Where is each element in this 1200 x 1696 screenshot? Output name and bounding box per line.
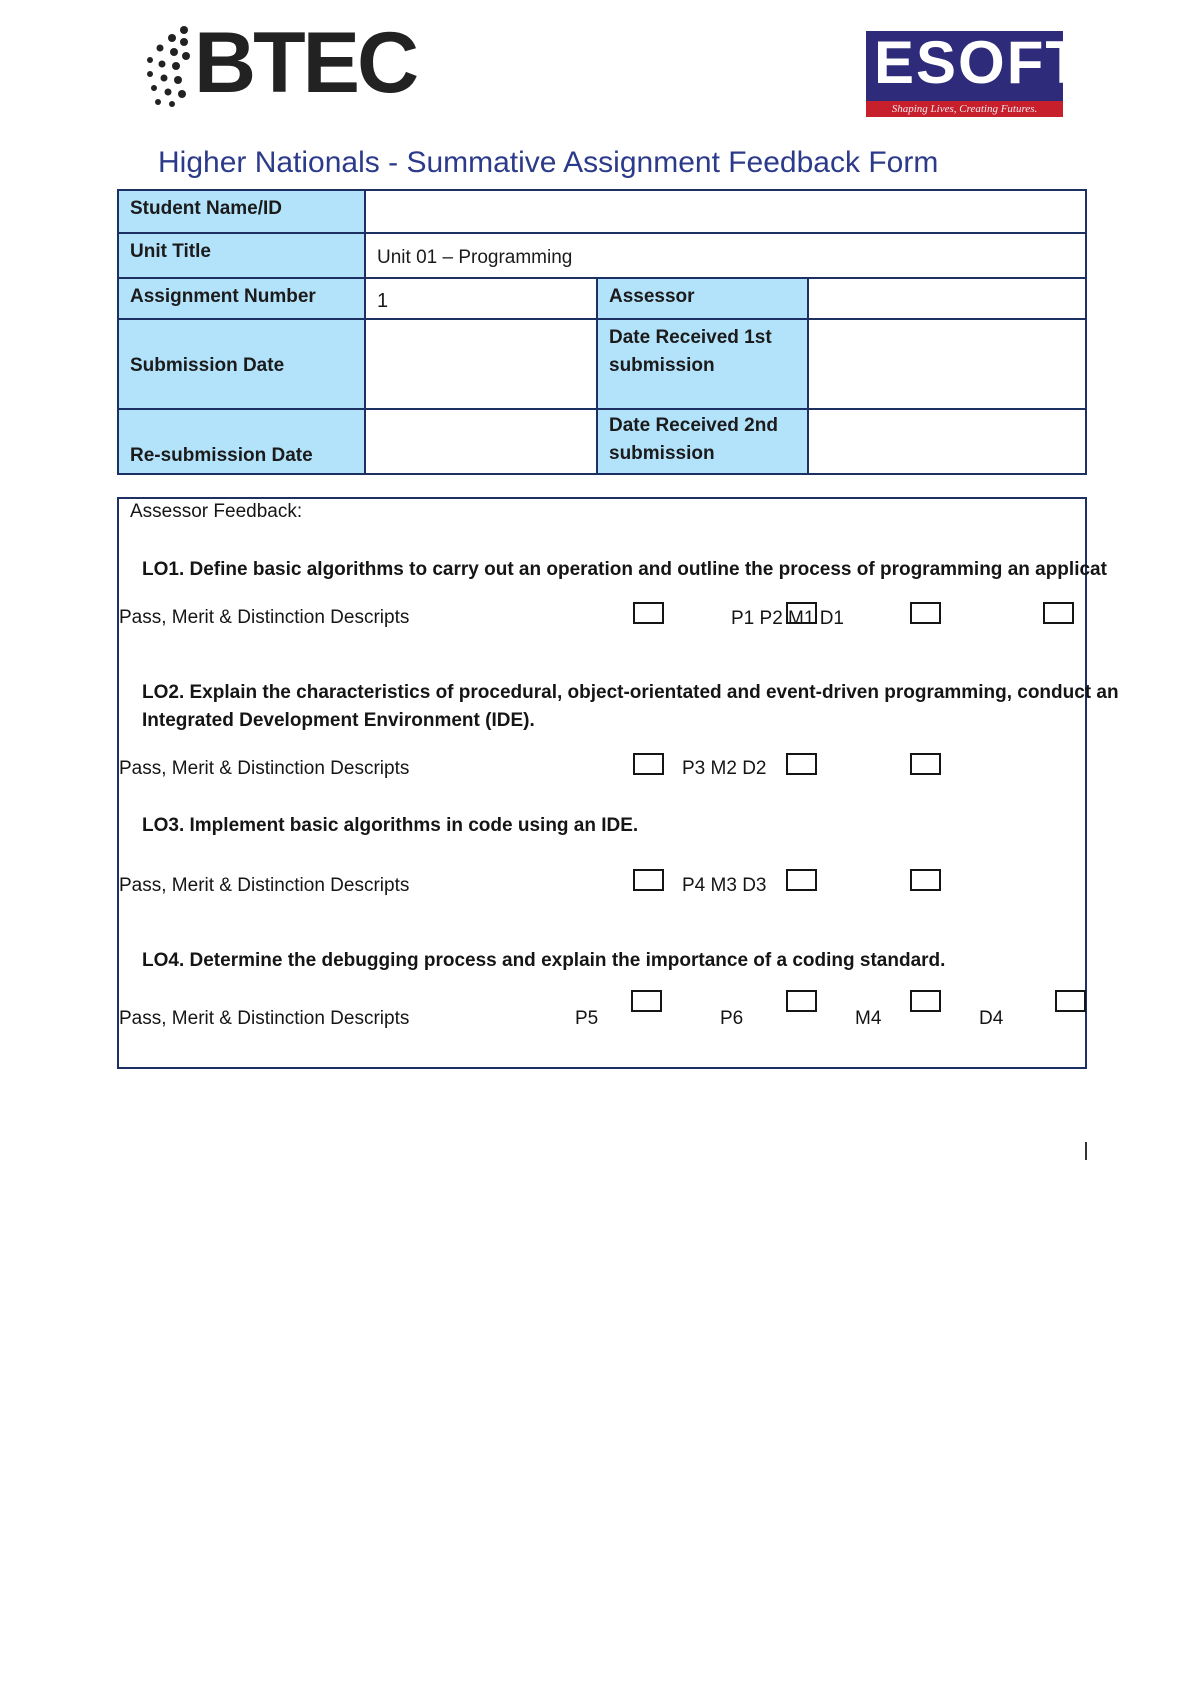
lo2-checkbox-3[interactable] [910,753,941,775]
date-received-2-value[interactable] [807,408,1087,475]
submission-value[interactable] [364,318,599,411]
lo4-grade-p6: P6 [720,1008,744,1029]
lo1-checkbox-2[interactable] [786,602,817,624]
date-received-1-value[interactable] [807,318,1087,411]
btec-logo [144,15,417,116]
btec-wordmark: BTEC [194,15,417,111]
lo4-grade-p5: P5 [575,1008,599,1029]
lo3-text: LO3. Implement basic algorithms in code using an IDE. [142,815,639,836]
assignment-value[interactable]: 1 [364,277,599,321]
feedback-box [117,497,1107,1069]
esoft-tagline: Shaping Lives, Creating Futures. [866,101,1063,117]
lo4-grade-d4: D4 [979,1008,1004,1029]
lo1-grades: P1 P2 M1 D1 [731,608,844,629]
date-received-2-label: Date Received 2nd submission [596,408,810,475]
lo3-checkbox-1[interactable] [633,869,664,891]
student-value[interactable] [364,189,1087,234]
lo1-text: LO1. Define basic algorithms to carry out an operation and outline the process of programming an applicat [142,559,1107,580]
lo2-grades: P3 M2 D2 [682,758,767,779]
lo2-text-line1: LO2. Explain the characteristics of procedural, object-orientated and event-driven programming, conduct an [142,682,1119,703]
lo2-text-line2: Integrated Development Environment (IDE). [142,710,535,731]
unit-value[interactable]: Unit 01 – Programming [364,232,1087,280]
lo1-checkbox-1[interactable] [633,602,664,624]
lo4-checkbox-p6[interactable] [786,990,817,1012]
unit-label: Unit Title [117,232,367,280]
lo4-text: LO4. Determine the debugging process and explain the importance of a coding standard. [142,950,946,971]
lo1-checkbox-3[interactable] [910,602,941,624]
student-label: Student Name/ID [117,189,367,234]
lo3-descripts-label: Pass, Merit & Distinction Descripts [119,875,410,896]
lo4-descripts-label: Pass, Merit & Distinction Descripts [119,1008,410,1029]
assignment-label: Assignment Number [117,277,367,321]
lo2-descripts-label: Pass, Merit & Distinction Descripts [119,758,410,779]
lo2-checkbox-1[interactable] [633,753,664,775]
lo4-grade-m4: M4 [855,1008,882,1029]
form-title: Higher Nationals - Summative Assignment Feedback Form [158,146,939,179]
lo1-checkbox-4[interactable] [1043,602,1074,624]
lo4-checkbox-m4[interactable] [910,990,941,1012]
date-received-1-label: Date Received 1st submission [596,318,810,411]
resubmission-value[interactable] [364,408,599,475]
page-cursor-mark [1085,1142,1087,1160]
esoft-logo [866,29,1085,117]
assessor-label: Assessor [596,277,810,321]
lo1-descripts-label: Pass, Merit & Distinction Descripts [119,607,410,628]
lo3-grades: P4 M3 D3 [682,875,767,896]
lo4-checkbox-p5[interactable] [631,990,662,1012]
lo3-checkbox-2[interactable] [786,869,817,891]
feedback-heading: Assessor Feedback: [130,501,303,522]
resubmission-label: Re-submission Date [117,408,367,475]
lo2-checkbox-2[interactable] [786,753,817,775]
esoft-wordmark: ESOFT [874,29,1085,96]
btec-dots-icon [144,26,194,106]
assessor-value[interactable] [807,277,1087,321]
lo3-checkbox-3[interactable] [910,869,941,891]
lo4-checkbox-d4[interactable] [1055,990,1086,1012]
submission-label: Submission Date [117,318,367,411]
